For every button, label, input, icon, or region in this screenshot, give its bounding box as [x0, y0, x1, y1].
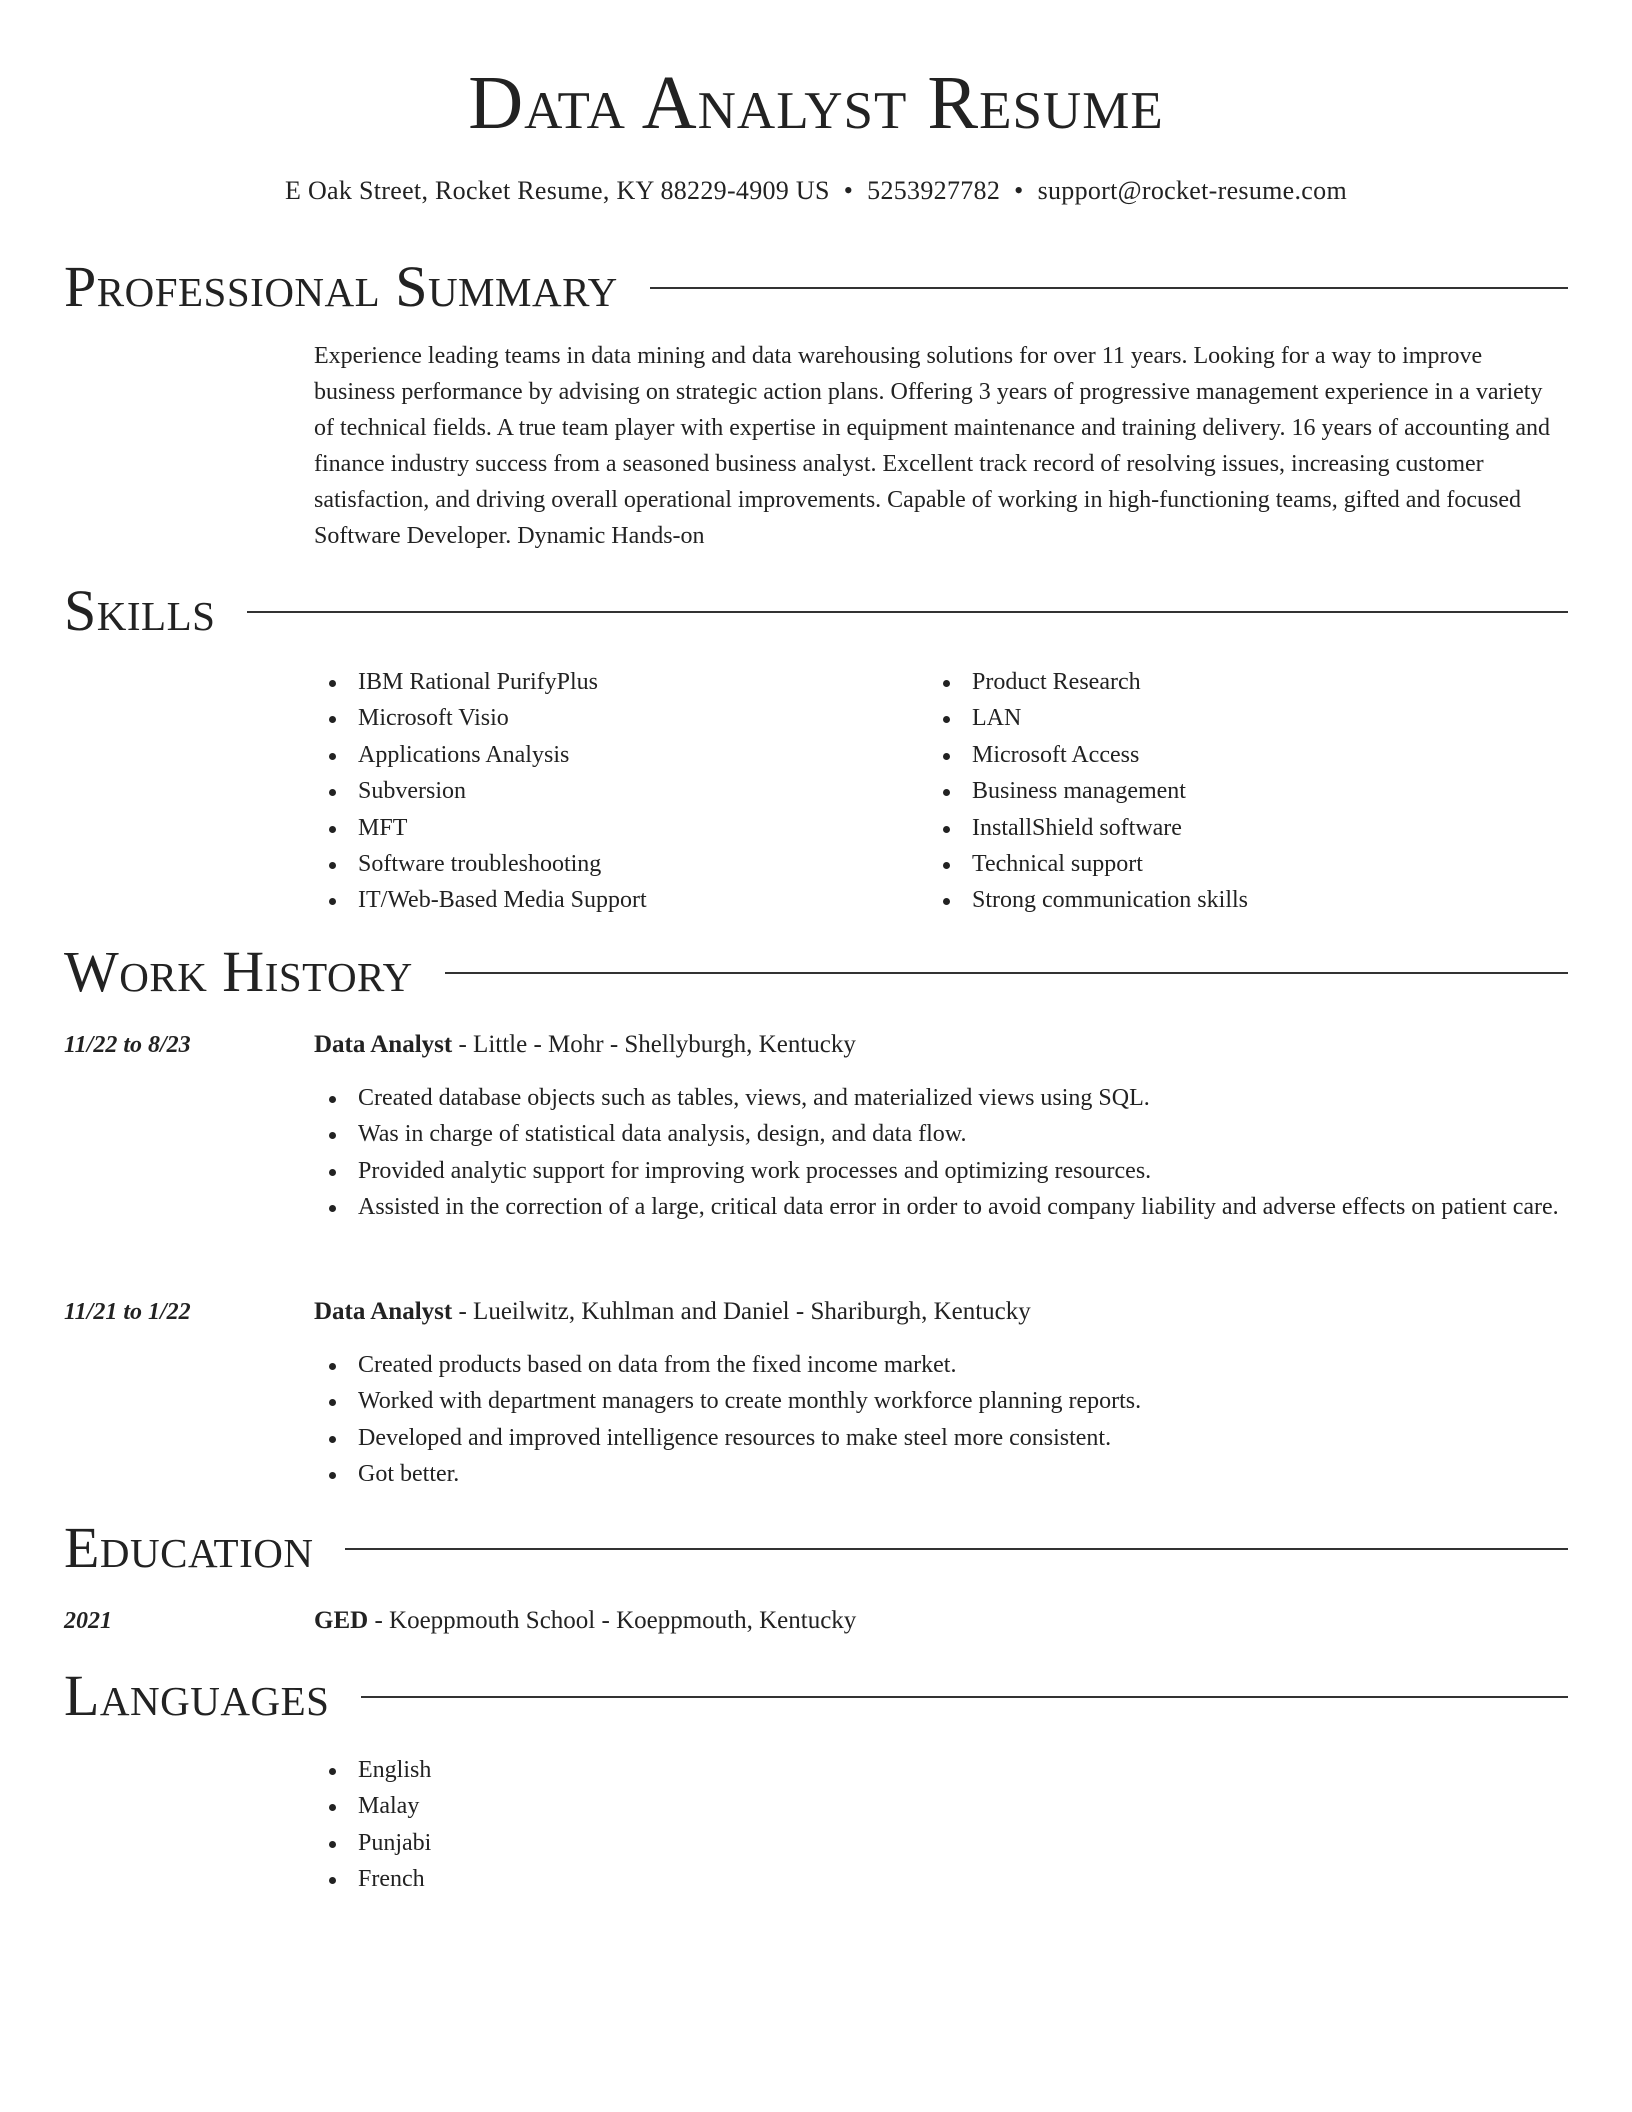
- education-degree: GED: [314, 1607, 369, 1634]
- skill-item: MFT: [314, 810, 874, 846]
- job-bullet: Was in charge of statistical data analysis, design, and data flow.: [314, 1116, 1568, 1152]
- languages-section-header: [64, 1663, 1568, 1729]
- job-title: Data Analyst: [314, 1298, 453, 1325]
- skill-item: IBM Rational PurifyPlus: [314, 664, 874, 700]
- skills-list-right: [928, 664, 1488, 919]
- job-employer: - Little - Mohr - Shellyburgh, Kentucky: [452, 1031, 856, 1058]
- skills-heading: Skills: [64, 578, 216, 643]
- language-item: French: [314, 1861, 1114, 1897]
- skill-item: Software troubleshooting: [314, 846, 874, 882]
- contact-address: E Oak Street, Rocket Resume, KY 88229-4909 US: [285, 176, 830, 205]
- section-divider: [247, 611, 1568, 613]
- contact-line: [0, 174, 1632, 208]
- language-item: English: [314, 1752, 1114, 1788]
- section-divider: [345, 1548, 1568, 1550]
- contact-separator: •: [1014, 176, 1024, 205]
- contact-email: support@rocket-resume.com: [1037, 176, 1347, 205]
- languages-heading: Languages: [64, 1663, 330, 1728]
- job-dates: 11/21 to 1/22: [64, 1299, 191, 1325]
- job-bullet: Worked with department managers to create monthly workforce planning reports.: [314, 1383, 1568, 1419]
- job-heading: [314, 1294, 1031, 1330]
- education-section-header: [64, 1515, 1568, 1581]
- skills-section-header: [64, 578, 1568, 644]
- skills-list-left: [314, 664, 874, 919]
- language-item: Malay: [314, 1788, 1114, 1824]
- languages-list: [314, 1752, 1114, 1898]
- education-line: [314, 1603, 856, 1639]
- section-divider: [361, 1696, 1568, 1698]
- skill-item: LAN: [928, 700, 1488, 736]
- resume-title: Data Analyst Resume: [468, 61, 1164, 145]
- skill-item: Microsoft Access: [928, 737, 1488, 773]
- summary-text: Experience leading teams in data mining and data warehousing solutions for over 11 years. Looking for a way to improve business performance by advising on strategic action plans. Offering 3 years of progressive management experience in a variety of technical fields. A true team player with expertise in equipment maintenance and training delivery. 16 years of accounting and finance industry success from a seasoned business analyst. Excellent track record of resolving issues, increasing customer satisfaction, and driving overall operational improvements. Capable of working in high-functioning teams, gifted and focused Software Developer. Dynamic Hands-on: [314, 343, 1551, 549]
- job-title: Data Analyst: [314, 1031, 453, 1058]
- job-heading: [314, 1027, 856, 1063]
- summary-heading: Professional Summary: [64, 254, 618, 319]
- contact-phone: 5253927782: [867, 176, 1001, 205]
- job-bullets: [314, 1347, 1568, 1493]
- skill-item: Technical support: [928, 846, 1488, 882]
- job-bullet: Assisted in the correction of a large, critical data error in order to avoid company liability and adverse effects on patient care.: [314, 1189, 1568, 1225]
- language-item: Punjabi: [314, 1825, 1114, 1861]
- education-year: 2021: [64, 1608, 112, 1634]
- job-employer: - Lueilwitz, Kuhlman and Daniel - Shariburgh, Kentucky: [452, 1298, 1031, 1325]
- job-bullet: Created products based on data from the fixed income market.: [314, 1347, 1568, 1383]
- education-heading: Education: [64, 1515, 314, 1580]
- education-school: - Koeppmouth School - Koeppmouth, Kentucky: [368, 1607, 857, 1634]
- job-bullet: Created database objects such as tables, views, and materialized views using SQL.: [314, 1080, 1568, 1116]
- job-bullets: [314, 1080, 1568, 1226]
- skill-item: Product Research: [928, 664, 1488, 700]
- skill-item: Business management: [928, 773, 1488, 809]
- summary-section-header: [64, 254, 1568, 320]
- section-divider: [650, 287, 1568, 289]
- contact-separator: •: [843, 176, 854, 205]
- skill-item: Strong communication skills: [928, 882, 1488, 918]
- skill-item: InstallShield software: [928, 810, 1488, 846]
- skill-item: Applications Analysis: [314, 737, 874, 773]
- job-bullet: Developed and improved intelligence resources to make steel more consistent.: [314, 1420, 1568, 1456]
- job-dates: 11/22 to 8/23: [64, 1032, 191, 1058]
- work-heading: Work History: [64, 939, 413, 1004]
- work-section-header: [64, 939, 1568, 1005]
- skill-item: IT/Web-Based Media Support: [314, 882, 874, 918]
- skill-item: Microsoft Visio: [314, 700, 874, 736]
- skill-item: Subversion: [314, 773, 874, 809]
- job-bullet: Got better.: [314, 1456, 1568, 1492]
- section-divider: [445, 972, 1568, 974]
- job-bullet: Provided analytic support for improving work processes and optimizing resources.: [314, 1153, 1568, 1189]
